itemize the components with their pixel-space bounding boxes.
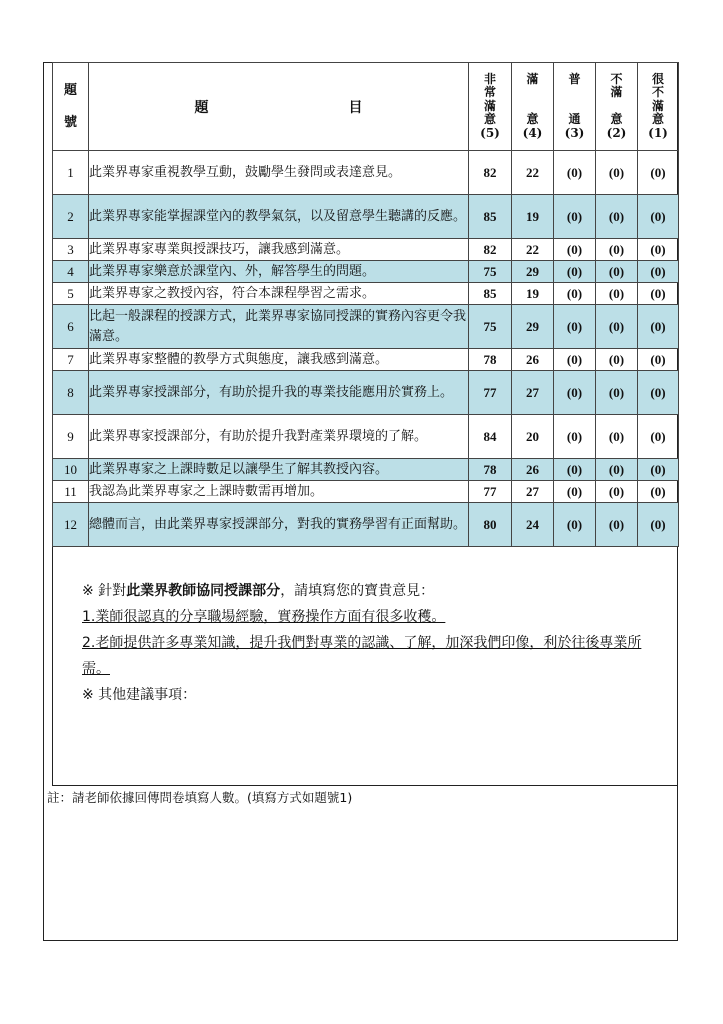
rating-count-2: (0) [596,239,638,261]
rating-count-4: 26 [512,459,554,481]
rating-count-2: (0) [596,151,638,195]
table-row [53,459,679,481]
rating-count-5: 77 [469,371,512,415]
question-number: 9 [53,415,89,459]
question-number: 3 [53,239,89,261]
rating-count-2: (0) [596,349,638,371]
question-number: 1 [53,151,89,195]
question-text: 此業界專家之教授內容，符合本課程學習之需求。 [89,283,469,305]
question-number: 5 [53,283,89,305]
rating-count-5: 80 [469,503,512,547]
rating-count-2: (0) [596,459,638,481]
rating-count-1: (0) [638,239,679,261]
comment-item-1: 1.業師很認真的分享職場經驗，實務操作方面有很多收穫。 [82,609,446,625]
question-number: 12 [53,503,89,547]
comments-prompt-bold: 此業界教師協同授課部分 [126,583,281,599]
table-row [53,481,679,503]
header-question: 題 目 [89,63,469,151]
rating-count-4: 19 [512,283,554,305]
rating-count-3: (0) [554,305,596,349]
rating-count-3: (0) [554,481,596,503]
question-text: 此業界專家重視教學互動，鼓勵學生發問或表達意見。 [89,151,469,195]
question-number: 2 [53,195,89,239]
question-text: 此業界專家授課部分，有助於提升我的專業技能應用於實務上。 [89,371,469,415]
question-text: 總體而言，由此業界專家授課部分，對我的實務學習有正面幫助。 [89,503,469,547]
question-text: 此業界專家專業與授課技巧，讓我感到滿意。 [89,239,469,261]
rating-count-3: (0) [554,261,596,283]
rating-count-3: (0) [554,349,596,371]
comments-section [82,578,667,708]
rating-count-1: (0) [638,481,679,503]
rating-count-5: 85 [469,283,512,305]
rating-count-5: 75 [469,305,512,349]
rating-count-5: 82 [469,151,512,195]
rating-count-4: 22 [512,239,554,261]
rating-count-3: (0) [554,459,596,481]
rating-count-4: 26 [512,349,554,371]
table-row [53,195,679,239]
question-number: 8 [53,371,89,415]
header-question-number: 題 號 [53,63,89,151]
rating-count-1: (0) [638,349,679,371]
table-row [53,239,679,261]
rating-count-1: (0) [638,151,679,195]
question-text: 此業界專家樂意於課堂內、外，解答學生的問題。 [89,261,469,283]
rating-count-5: 78 [469,349,512,371]
question-text: 此業界專家授課部分，有助於提升我對產業界環境的了解。 [89,415,469,459]
question-text: 我認為此業界專家之上課時數需再增加。 [89,481,469,503]
question-text: 此業界專家整體的教學方式與態度，讓我感到滿意。 [89,349,469,371]
table-row [53,261,679,283]
rating-count-4: 22 [512,151,554,195]
survey-table [52,62,679,547]
rating-count-2: (0) [596,261,638,283]
rating-count-2: (0) [596,503,638,547]
table-row [53,349,679,371]
rating-count-1: (0) [638,305,679,349]
rating-count-1: (0) [638,195,679,239]
rating-count-5: 78 [469,459,512,481]
rating-count-4: 27 [512,371,554,415]
table-row [53,503,679,547]
rating-count-2: (0) [596,305,638,349]
question-text: 比起一般課程的授課方式，此業界專家協同授課的實務內容更令我滿意。 [89,305,469,349]
comment-item-2: 2.老師提供許多專業知識，提升我們對專業的認識、了解，加深我們印像，利於往後專業所需。 [82,635,642,677]
rating-count-4: 20 [512,415,554,459]
rating-count-3: (0) [554,415,596,459]
rating-count-1: (0) [638,503,679,547]
rating-count-1: (0) [638,459,679,481]
header-scale-5: 非 常 滿 意 (5) [469,63,512,151]
question-number: 10 [53,459,89,481]
rating-count-5: 84 [469,415,512,459]
question-number: 7 [53,349,89,371]
header-scale-2: 不 滿 意 (2) [596,63,638,151]
rating-count-4: 29 [512,261,554,283]
rating-count-5: 77 [469,481,512,503]
question-text: 此業界專家能掌握課堂內的教學氣氛，以及留意學生聽講的反應。 [89,195,469,239]
rating-count-1: (0) [638,261,679,283]
footnote: 註：請老師依據回傳問卷填寫人數。(填寫方式如題號1) [47,790,353,805]
question-number: 6 [53,305,89,349]
header-scale-3: 普 通 (3) [554,63,596,151]
question-number: 4 [53,261,89,283]
rating-count-2: (0) [596,481,638,503]
table-row [53,151,679,195]
rating-count-2: (0) [596,283,638,305]
rating-count-5: 82 [469,239,512,261]
rating-count-3: (0) [554,503,596,547]
rating-count-4: 19 [512,195,554,239]
rating-count-2: (0) [596,195,638,239]
rating-count-3: (0) [554,283,596,305]
table-row [53,371,679,415]
rating-count-3: (0) [554,371,596,415]
rating-count-3: (0) [554,239,596,261]
rating-count-4: 24 [512,503,554,547]
rating-count-1: (0) [638,371,679,415]
table-row [53,283,679,305]
rating-count-4: 29 [512,305,554,349]
rating-count-3: (0) [554,151,596,195]
question-text: 此業界專家之上課時數足以讓學生了解其教授內容。 [89,459,469,481]
comments-prompt: ※ 針對此業界教師協同授課部分，請填寫您的寶貴意見： [82,583,435,599]
rating-count-1: (0) [638,283,679,305]
other-suggestions-label: ※ 其他建議事項： [82,687,197,703]
header-scale-1: 很 不 滿 意 (1) [638,63,679,151]
rating-count-5: 75 [469,261,512,283]
rating-count-5: 85 [469,195,512,239]
table-header-row [53,63,679,151]
question-number: 11 [53,481,89,503]
rating-count-1: (0) [638,415,679,459]
rating-count-2: (0) [596,415,638,459]
table-row [53,415,679,459]
rating-count-4: 27 [512,481,554,503]
rating-count-3: (0) [554,195,596,239]
header-scale-4: 滿 意 (4) [512,63,554,151]
table-row [53,305,679,349]
rating-count-2: (0) [596,371,638,415]
